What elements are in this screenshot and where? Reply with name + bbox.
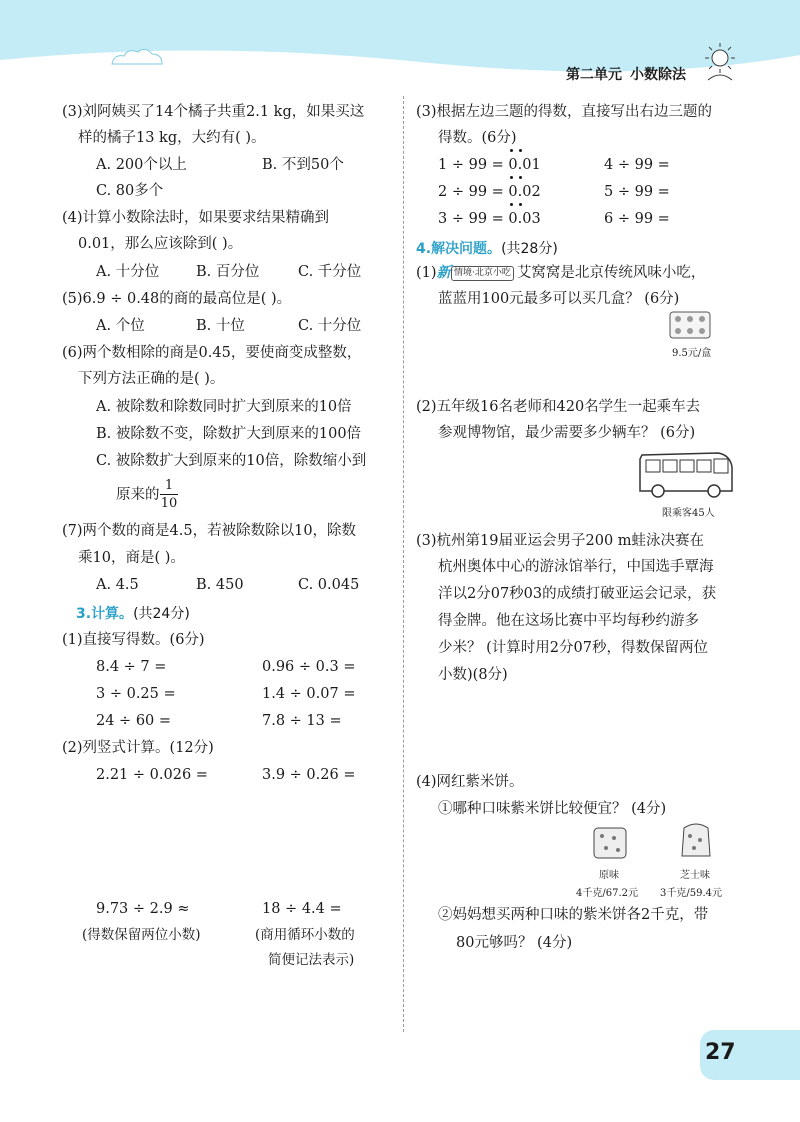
price-plain: 4千克/67.2元 bbox=[576, 888, 638, 899]
p4-sub2-line1: ②妈妈想买两种口味的紫米饼各2千克，带 bbox=[438, 907, 709, 923]
p3-line2: 杭州奥体中心的游泳馆举行，中国选手覃海 bbox=[438, 559, 714, 575]
q6-option-a: A. 被除数和除数同时扩大到原来的10倍 bbox=[96, 399, 352, 415]
bus-image bbox=[636, 447, 736, 499]
q7-line1: (7)两个数的商是4.5，若被除数除以10，除数 bbox=[62, 523, 357, 539]
calc2-item-c: 9.73 ÷ 2.9 ≈ bbox=[96, 901, 190, 917]
calc1-item-5: 24 ÷ 60 = bbox=[96, 713, 172, 729]
p3-line6: 小数)(8分) bbox=[438, 667, 508, 683]
p2-line1: (2)五年级16名老师和420名学生一起乘车去 bbox=[416, 399, 701, 415]
q6-option-c: C. 被除数扩大到原来的10倍，除数缩小到 bbox=[96, 453, 367, 469]
calc1-item-4: 1.4 ÷ 0.07 = bbox=[262, 686, 356, 702]
q5-option-b: B. 十位 bbox=[196, 318, 245, 334]
q5-option-a: A. 个位 bbox=[96, 318, 145, 334]
context-tag: 情境·北京小吃 bbox=[451, 266, 514, 281]
section-4-number: 4. bbox=[416, 241, 432, 257]
unit-title: 小数除法 bbox=[630, 67, 686, 83]
p2-line2: 参观博物馆，最少需要多少辆车？ (6分) bbox=[438, 425, 696, 441]
calc2-item-a: 2.21 ÷ 0.026 = bbox=[96, 767, 208, 783]
q6-line2: 下列方法正确的是( )。 bbox=[78, 371, 225, 387]
section-4-heading bbox=[416, 238, 558, 258]
p4-title: (4)网红紫米饼。 bbox=[416, 774, 524, 790]
fraction-numerator: 1 bbox=[164, 478, 174, 493]
repeat-dot bbox=[510, 176, 513, 179]
q6-line1: (6)两个数相除的商是0.45，要使商变成整数， bbox=[62, 345, 362, 361]
p1-text: 艾窝窝是北京传统风味小吃， bbox=[516, 265, 706, 281]
section-3-heading bbox=[76, 603, 190, 623]
r-q3-left-1: 1 ÷ 99 = 0.01 bbox=[438, 157, 541, 173]
q4-option-c: C. 千分位 bbox=[298, 264, 362, 280]
fraction-bar bbox=[160, 494, 178, 495]
p4-sub2-line2: 80元够吗？ (4分) bbox=[456, 935, 573, 951]
cloud-icon bbox=[108, 44, 168, 68]
calc2-item-d-note-2: 简便记法表示) bbox=[268, 952, 355, 968]
aiwowo-price: 9.5元/盒 bbox=[672, 348, 712, 359]
calc2-item-d: 18 ÷ 4.4 = bbox=[262, 901, 342, 917]
page-number: 27 bbox=[705, 1040, 736, 1065]
section-3-score: (共24分) bbox=[133, 606, 190, 622]
price-cheese: 3千克/59.4元 bbox=[660, 888, 722, 899]
calc1-item-2: 0.96 ÷ 0.3 = bbox=[262, 659, 356, 675]
calc2-item-c-note: (得数保留两位小数) bbox=[82, 927, 201, 943]
section-4-score: (共28分) bbox=[501, 241, 558, 257]
unit-label: 第二单元 bbox=[566, 67, 622, 83]
p4-sub1: ①哪种口味紫米饼比较便宜？ (4分) bbox=[438, 801, 667, 817]
header-title bbox=[566, 64, 694, 84]
repeat-dot bbox=[519, 203, 522, 206]
r-q3-left-2: 2 ÷ 99 = 0.02 bbox=[438, 184, 541, 200]
cheese-purple-rice-cake-image bbox=[676, 820, 716, 862]
q3-line1: (3)刘阿姨买了14个橘子共重2.1 kg，如果买这 bbox=[62, 104, 365, 120]
column-divider bbox=[403, 96, 404, 1032]
p3-line1: (3)杭州第19届亚运会男子200 m蛙泳决赛在 bbox=[416, 533, 705, 549]
new-badge: 新 bbox=[436, 265, 452, 281]
repeat-dot bbox=[510, 203, 513, 206]
q3-option-b: B. 不到50个 bbox=[262, 157, 344, 173]
plain-purple-rice-cake-image bbox=[590, 824, 630, 862]
q7-option-c: C. 0.045 bbox=[298, 577, 360, 593]
q6-option-b: B. 被除数不变，除数扩大到原来的100倍 bbox=[96, 426, 362, 442]
repeat-dot bbox=[519, 149, 522, 152]
q4-line1: (4)计算小数除法时，如果要求结果精确到 bbox=[62, 210, 330, 226]
r-q3-right-3: 6 ÷ 99 = bbox=[604, 211, 670, 227]
q7-option-a: A. 4.5 bbox=[96, 577, 139, 593]
p3-line4: 得金牌。他在这场比赛中平均每秒约游多 bbox=[438, 613, 699, 629]
aiwowo-box-image bbox=[668, 310, 712, 340]
calc1-title: (1)直接写得数。(6分) bbox=[62, 632, 205, 648]
calc1-item-6: 7.8 ÷ 13 = bbox=[262, 713, 342, 729]
bus-capacity: 限乘客45人 bbox=[662, 508, 715, 519]
q7-option-b: B. 450 bbox=[196, 577, 244, 593]
q5-line1: (5)6.9 ÷ 0.48的商的最高位是( )。 bbox=[62, 291, 292, 307]
p1-line1 bbox=[416, 263, 705, 283]
q3-option-a: A. 200个以上 bbox=[96, 157, 187, 173]
r-q3-right-1: 4 ÷ 99 = bbox=[604, 157, 670, 173]
calc1-item-1: 8.4 ÷ 7 = bbox=[96, 659, 167, 675]
repeat-dot bbox=[510, 149, 513, 152]
fraction-one-tenth bbox=[160, 478, 178, 511]
calc2-item-d-note-1: (商用循环小数的 bbox=[255, 927, 355, 943]
flavor-plain: 原味 bbox=[599, 870, 619, 881]
section-4-name: 解决问题。 bbox=[431, 241, 502, 257]
q4-option-a: A. 十分位 bbox=[96, 264, 160, 280]
q6-option-c-cont: 原来的 bbox=[116, 487, 160, 503]
calc2-item-b: 3.9 ÷ 0.26 = bbox=[262, 767, 356, 783]
r-q3-left-3: 3 ÷ 99 = 0.03 bbox=[438, 211, 541, 227]
r-q3-right-2: 5 ÷ 99 = bbox=[604, 184, 670, 200]
q4-option-b: B. 百分位 bbox=[196, 264, 260, 280]
p1-line2: 蓝蓝用100元最多可以买几盒？ (6分) bbox=[438, 291, 680, 307]
r-q3-line2: 得数。(6分) bbox=[438, 130, 517, 146]
q5-option-c: C. 十分位 bbox=[298, 318, 362, 334]
q4-line2: 0.01，那么应该除到( )。 bbox=[78, 236, 243, 252]
r-q3-line1: (3)根据左边三题的得数，直接写出右边三题的 bbox=[416, 104, 713, 120]
sun-icon bbox=[700, 40, 740, 84]
fraction-denominator: 10 bbox=[160, 496, 178, 511]
calc2-title: (2)列竖式计算。(12分) bbox=[62, 740, 214, 756]
flavor-cheese: 芝士味 bbox=[680, 870, 710, 881]
calc1-item-3: 3 ÷ 0.25 = bbox=[96, 686, 176, 702]
repeat-dot bbox=[519, 176, 522, 179]
q3-line2: 样的橘子13 kg，大约有( )。 bbox=[78, 130, 266, 146]
section-3-number: 3. bbox=[76, 606, 92, 622]
q3-option-c: C. 80多个 bbox=[96, 183, 164, 199]
p1-prefix: (1) bbox=[416, 265, 437, 281]
p3-line5: 少米？ (计算时用2分07秒，得数保留两位 bbox=[438, 640, 708, 656]
section-3-name: 计算。 bbox=[91, 606, 134, 622]
q7-line2: 乘10，商是( )。 bbox=[78, 550, 185, 566]
p3-line3: 洋以2分07秒03的成绩打破亚运会记录，获 bbox=[438, 586, 717, 602]
